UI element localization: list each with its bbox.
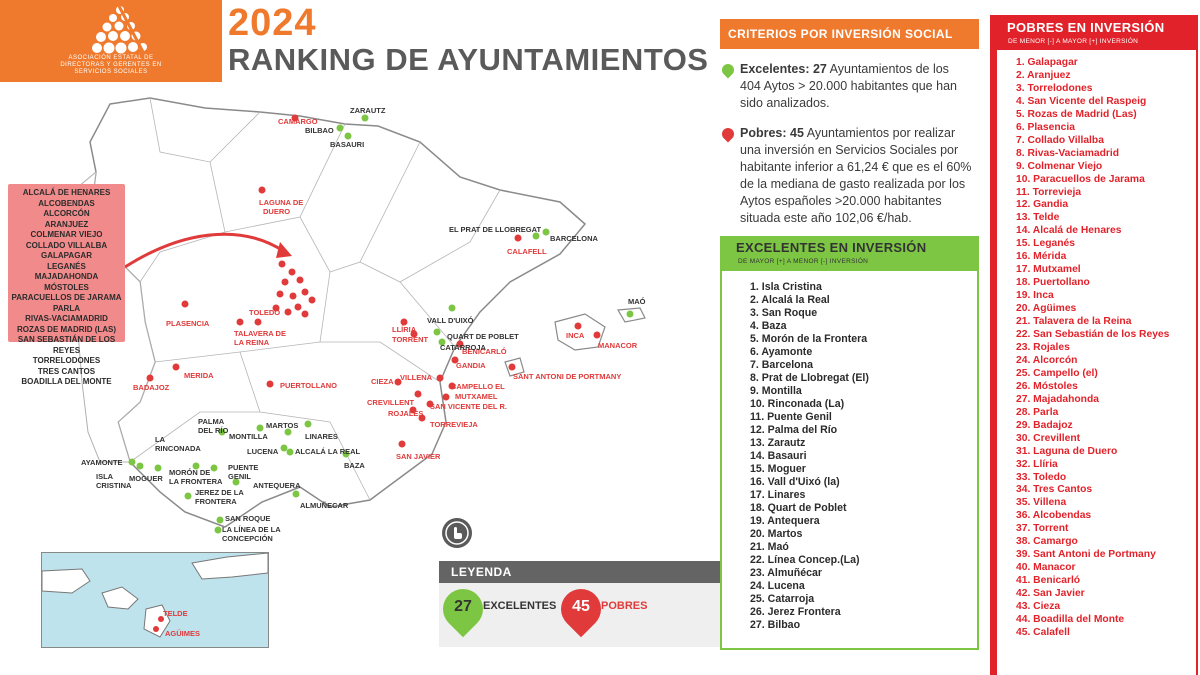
list-item: 12. Palma del Río (750, 424, 838, 436)
map-label: MONTILLA (229, 432, 268, 441)
list-item: 9. Montilla (750, 385, 802, 397)
list-item: 17. Linares (750, 489, 806, 501)
list-item: 25. Catarroja (750, 593, 815, 605)
list-item: 4. Baza (750, 320, 787, 332)
pobres-title: POBRES EN INVERSIÓN (1007, 20, 1165, 35)
map-label: PUENTE (228, 463, 259, 472)
map-label: BASAURI (330, 140, 365, 149)
list-item: 14. Alcalá de Henares (1016, 225, 1122, 237)
criteria-excelentes: Excelentes: 27 Ayuntamientos de los 404 Aytos > 20.000 habitantes que han sido analizados. (740, 62, 957, 110)
list-item: 6. Ayamonte (750, 346, 813, 358)
list-item: 27. Bilbao (750, 619, 801, 631)
list-item: 7. Collado Villalba (1016, 134, 1104, 146)
map-label: MUTXAMEL (455, 392, 498, 401)
list-item: 41. Benicarló (1016, 575, 1081, 587)
list-item: ROZAS DE MADRID (LAS) (16, 324, 117, 334)
map-label: TALAVERA DE (234, 329, 286, 338)
canary-islands-inset (41, 552, 269, 648)
logo-icon (85, 4, 155, 56)
list-item: 11. Torrevieja (1016, 186, 1082, 198)
list-item: 21. Talavera de la Reina (1016, 316, 1132, 328)
list-item: RIVAS-VACIAMADRID (25, 314, 108, 323)
map-label: MORÓN DE (169, 468, 211, 477)
list-item: 18. Quart de Poblet (750, 502, 847, 514)
map-label: CATARROJA (440, 343, 486, 352)
list-item: 24. Lucena (750, 580, 805, 592)
map-label: TORREVIEJA (430, 420, 478, 429)
list-item: 35. Villena (1016, 497, 1067, 509)
list-item: 33. Toledo (1016, 471, 1067, 483)
map-label: LA (155, 435, 165, 444)
pobres-header (990, 15, 1198, 50)
map-label: BADAJOZ (133, 383, 170, 392)
list-item: COLMENAR VIEJO (30, 230, 103, 239)
list-item: 21. Maó (750, 541, 789, 553)
list-item: PARACUELLOS DE JARAMA (11, 293, 122, 302)
map-label: ALMUÑECAR (300, 501, 349, 510)
pobres-list (1016, 57, 1169, 640)
map-label: CALAFELL (507, 247, 547, 256)
list-item: 28. Parla (1016, 406, 1059, 418)
map-label: EL PRAT DE LLOBREGAT (449, 225, 542, 234)
page-title: RANKING DE AYUNTAMIENTOS (228, 42, 709, 77)
list-item: 24. Alcorcón (1016, 354, 1078, 366)
map-label: MAÓ (628, 297, 646, 306)
map-label: MOGUER (129, 474, 163, 483)
list-item: MAJADAHONDA (34, 272, 99, 281)
list-item: BOADILLA DEL MONTE (21, 377, 112, 386)
list-item: 29. Badajoz (1016, 419, 1073, 431)
map-label: RINCONADA (155, 444, 201, 453)
map-label: CIEZA (371, 377, 394, 386)
map-label: TELDE (163, 609, 188, 618)
map-label: DEL RÍO (198, 426, 229, 435)
list-item: 1. Galapagar (1016, 57, 1078, 68)
list-item: ALCOBENDAS (38, 198, 95, 208)
list-item: 16. Vall d'Uixó (la) (750, 476, 840, 488)
map-label: SAN ROQUE (225, 514, 271, 523)
list-item: 15. Leganés (1016, 238, 1075, 250)
list-item: 23. Rojales (1016, 341, 1070, 353)
map-label: ISLA (96, 472, 114, 481)
map-label: DUERO (263, 207, 291, 216)
list-item: MÓSTOLES (44, 282, 89, 292)
map-label: TORRENT (392, 335, 429, 344)
list-item: TRES CANTOS (37, 366, 96, 376)
list-item: SAN SEBASTIÁN DE LOS REYES (17, 335, 116, 355)
list-item: 14. Basauri (750, 450, 807, 462)
list-item: 38. Camargo (1016, 536, 1078, 548)
list-item: 42. San Javier (1016, 588, 1085, 600)
list-item: 23. Almuñécar (750, 567, 823, 579)
map-label: LINARES (305, 432, 338, 441)
excelentes-subtitle: DE MAYOR [+] A MENOR [-] INVERSIÓN (738, 258, 869, 265)
legend-title: LEYENDA (451, 565, 512, 579)
map-label: BILBAO (305, 126, 334, 135)
list-item: 26. Jerez Frontera (750, 606, 841, 618)
list-item: ARANJUEZ (44, 219, 89, 229)
map-label: TOLEDO (249, 308, 281, 317)
map-label: GANDIA (456, 361, 486, 370)
criteria-title: CRITERIOS POR INVERSIÓN SOCIAL (728, 27, 953, 41)
list-item: GALAPAGAR (41, 251, 92, 260)
map-label: CAMPELLO EL (451, 382, 505, 391)
map-label: PALMA (198, 417, 225, 426)
map-label: LUCENA (247, 447, 279, 456)
map-label: LA LÍNEA DE LA (222, 525, 281, 534)
map-label: ZARAUTZ (350, 106, 386, 115)
list-item: 18. Puertollano (1016, 277, 1090, 289)
list-item: TORRELODONES (32, 356, 101, 365)
map-label: QUART DE POBLET (447, 332, 519, 341)
hand-pointer-button[interactable] (442, 518, 472, 548)
list-item: 15. Moguer (750, 463, 806, 475)
list-item: 12. Gandia (1016, 199, 1069, 211)
map-label: LA FRONTERA (169, 477, 223, 486)
list-item: 32. Llíria (1016, 458, 1058, 470)
list-item: 4. San Vicente del Raspeig (1016, 95, 1147, 107)
list-item: 10. Rinconada (La) (750, 398, 845, 410)
list-item: 7. Barcelona (750, 359, 814, 371)
list-item: 40. Manacor (1016, 562, 1076, 574)
list-item: 2. Aranjuez (1016, 69, 1071, 81)
map-label: PUERTOLLANO (280, 381, 337, 390)
map-label: BENICARLÓ (462, 347, 507, 356)
list-item: 44. Boadilla del Monte (1016, 613, 1125, 625)
spain-outline (90, 98, 585, 527)
criteria-header (720, 19, 979, 49)
list-item: 10. Paracuellos de Jarama (1016, 173, 1145, 185)
map-label: MERIDA (184, 371, 214, 380)
map-label: ROJALES (388, 409, 424, 418)
list-item: 22. San Sebastián de los Reyes (1016, 329, 1170, 341)
list-item: LEGANÉS (47, 261, 86, 271)
map-label: MARTOS (266, 421, 299, 430)
list-item: 43. Cieza (1016, 601, 1061, 613)
list-item: 36. Alcobendas (1016, 510, 1092, 522)
excelentes-count: 27 (454, 598, 472, 615)
map-label: ANTEQUERA (253, 481, 301, 490)
list-item: ALCALÁ DE HENARES (22, 188, 111, 197)
list-item: COLLADO VILLALBA (25, 240, 108, 250)
map-label: CONCEPCIÓN (222, 534, 273, 543)
map-label: BAZA (344, 461, 365, 470)
criteria-pobres: Pobres: 45 Ayuntamientos por realizar una inversión en Servicios Sociales por habitante inferior a 61,24 € que es el 60% de la mediana de gasto realizada por los Aytos españoles >20.000 habitantes situada este año 102,06 €/hab. (740, 126, 972, 225)
list-item: 1. Isla Cristina (750, 281, 822, 293)
list-item: 13. Zarautz (750, 437, 806, 449)
list-item: 19. Antequera (750, 515, 820, 527)
map-label: LA REINA (234, 338, 270, 347)
list-item: 20. Martos (750, 528, 803, 540)
excelentes-list (750, 281, 869, 632)
pobres-subtitle: DE MENOR [-] A MAYOR [+] INVERSIÓN (1008, 38, 1139, 45)
legend-header (439, 561, 720, 583)
list-item: 8. Prat de Llobregat (El) (750, 372, 869, 384)
map-label: LLÍRIA (392, 325, 417, 334)
list-item: 26. Móstoles (1016, 380, 1078, 392)
map-label: FRONTERA (195, 497, 237, 506)
map-label: BARCELONA (550, 234, 598, 243)
list-item: 3. San Roque (750, 307, 818, 319)
list-item: 11. Puente Genil (750, 411, 832, 423)
map-label: VALL D'UIXÓ (427, 316, 474, 325)
map-label: ALCALÁ LA REAL (295, 447, 361, 456)
pobres-count: 45 (572, 598, 590, 615)
hand-pointer-icon (442, 518, 472, 548)
map-label: CRISTINA (96, 481, 132, 490)
map-label: AYAMONTE (81, 458, 123, 467)
map-label: PLASENCIA (166, 319, 210, 328)
list-item: 3. Torrelodones (1016, 82, 1093, 94)
canary-map (42, 553, 268, 647)
excelentes-label: EXCELENTES (483, 600, 557, 612)
list-item: 5. Morón de la Frontera (750, 333, 868, 345)
map-label: SANT ANTONI DE PORTMANY (513, 372, 622, 381)
green-pin-icon (720, 62, 737, 79)
list-item: 6. Plasencia (1016, 121, 1075, 133)
map-label: CREVILLENT (367, 398, 415, 407)
excelentes-header (720, 236, 979, 271)
list-item: 8. Rivas-Vaciamadrid (1016, 147, 1120, 159)
map-label: LAGUNA DE (259, 198, 304, 207)
page-year: 2024 (228, 2, 317, 44)
list-item: 16. Mérida (1016, 251, 1067, 263)
org-name: ASOCIACIÓN ESTATAL DE DIRECTORAS Y GERENTES EN SERVICIOS SOCIALES (60, 55, 162, 75)
list-item: 34. Tres Cantos (1016, 484, 1093, 496)
map-label: INCA (566, 331, 585, 340)
list-item: 27. Majadahonda (1016, 393, 1099, 405)
pobres-label: POBRES (601, 600, 648, 612)
list-item: 45. Calafell (1016, 626, 1070, 638)
map-label: MANACOR (598, 341, 638, 350)
list-item: 17. Mutxamel (1016, 264, 1081, 276)
list-item: 9. Colmenar Viejo (1016, 160, 1103, 172)
map-label: CAMARGO (278, 117, 318, 126)
map-label: JEREZ DE LA (195, 488, 244, 497)
list-item: 2. Alcalá la Real (750, 294, 830, 306)
list-item: 20. Agüimes (1016, 303, 1077, 315)
list-item: 31. Laguna de Duero (1016, 445, 1118, 457)
list-item: ALCORCÓN (43, 209, 90, 218)
map-label: SAN JAVIER (396, 452, 441, 461)
list-item: 5. Rozas de Madrid (Las) (1016, 108, 1137, 120)
map-label: VILLENA (400, 373, 433, 382)
list-item: 25. Campello (el) (1016, 367, 1098, 379)
list-item: PARLA (53, 303, 80, 313)
map-label: SAN VICENTE DEL R. (430, 402, 507, 411)
list-item: 22. Línea Concep.(La) (750, 554, 860, 566)
madrid-municipalities-list (8, 184, 125, 386)
map-label: GENIL (228, 472, 251, 481)
list-item: 37. Torrent (1016, 523, 1069, 535)
list-item: 39. Sant Antoni de Portmany (1016, 549, 1156, 561)
excelentes-title: EXCELENTES EN INVERSIÓN (736, 240, 927, 255)
red-pin-icon (720, 126, 737, 143)
list-item: 19. Inca (1016, 290, 1054, 302)
logo-block (0, 0, 222, 82)
list-item: 30. Crevillent (1016, 432, 1081, 444)
list-item: 13. Telde (1016, 212, 1060, 224)
map-label: AGÜIMES (165, 629, 201, 638)
